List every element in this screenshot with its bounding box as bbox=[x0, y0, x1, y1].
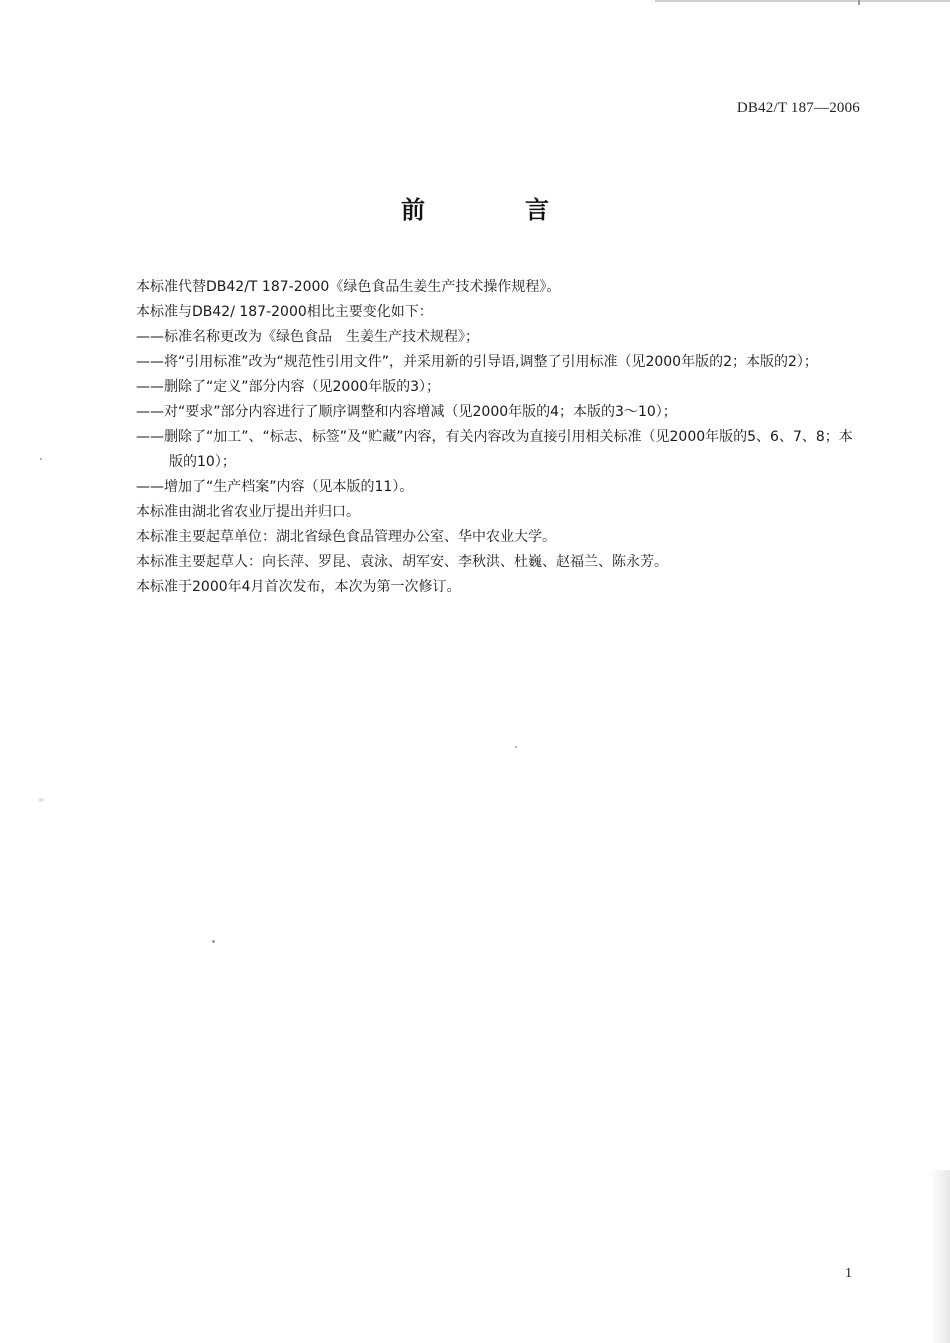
paragraph-drafting-units: 本标准主要起草单位：湖北省绿色食品管理办公室、华中农业大学。 bbox=[136, 529, 556, 545]
change-item-references: ——将“引用标准”改为“规范性引用文件”，并采用新的引导语,调整了引用标准（见2000年版的2；本版的2）； bbox=[136, 354, 818, 370]
change-item-name: ——标准名称更改为《绿色食品 生姜生产技术规程》； bbox=[136, 329, 479, 345]
scan-edge-shadow bbox=[930, 1170, 950, 1343]
change-item-requirements: ——对“要求”部分内容进行了顺序调整和内容增减（见2000年版的4；本版的3～10）； bbox=[136, 404, 677, 420]
paragraph-replaces: 本标准代替DB42/T 187-2000《绿色食品生姜生产技术操作规程》。 bbox=[136, 279, 561, 295]
paragraph-drafters: 本标准主要起草人：向长萍、罗昆、袁泳、胡军安、李秋洪、杜巍、赵福兰、陈永芳。 bbox=[136, 554, 668, 570]
paragraph-changes-intro: 本标准与DB42/ 187-2000相比主要变化如下： bbox=[136, 304, 433, 320]
scan-speck bbox=[212, 940, 215, 943]
scan-top-border bbox=[655, 0, 950, 2]
scan-top-tick bbox=[858, 0, 860, 5]
page-title: 前 言 bbox=[401, 196, 587, 224]
paragraph-history: 本标准于2000年4月首次发布，本次为第一次修订。 bbox=[136, 579, 461, 595]
change-item-definitions: ——删除了“定义”部分内容（见2000年版的3）； bbox=[136, 379, 441, 395]
standard-code: DB42/T 187—2006 bbox=[736, 100, 860, 116]
change-item-processing: ——删除了“加工”、“标志、标签”及“贮藏”内容，有关内容改为直接引用相关标准（见2000年版的5、6、7、8；本版的10）； bbox=[136, 429, 853, 470]
scan-speck bbox=[515, 746, 517, 748]
page-number: 1 bbox=[845, 1266, 852, 1281]
change-item-records: ——增加了“生产档案”内容（见本版的11）。 bbox=[136, 479, 414, 495]
scan-speck bbox=[40, 458, 42, 460]
scan-speck bbox=[38, 798, 44, 802]
foreword-body bbox=[136, 275, 866, 600]
paragraph-proposer: 本标准由湖北省农业厅提出并归口。 bbox=[136, 504, 360, 520]
